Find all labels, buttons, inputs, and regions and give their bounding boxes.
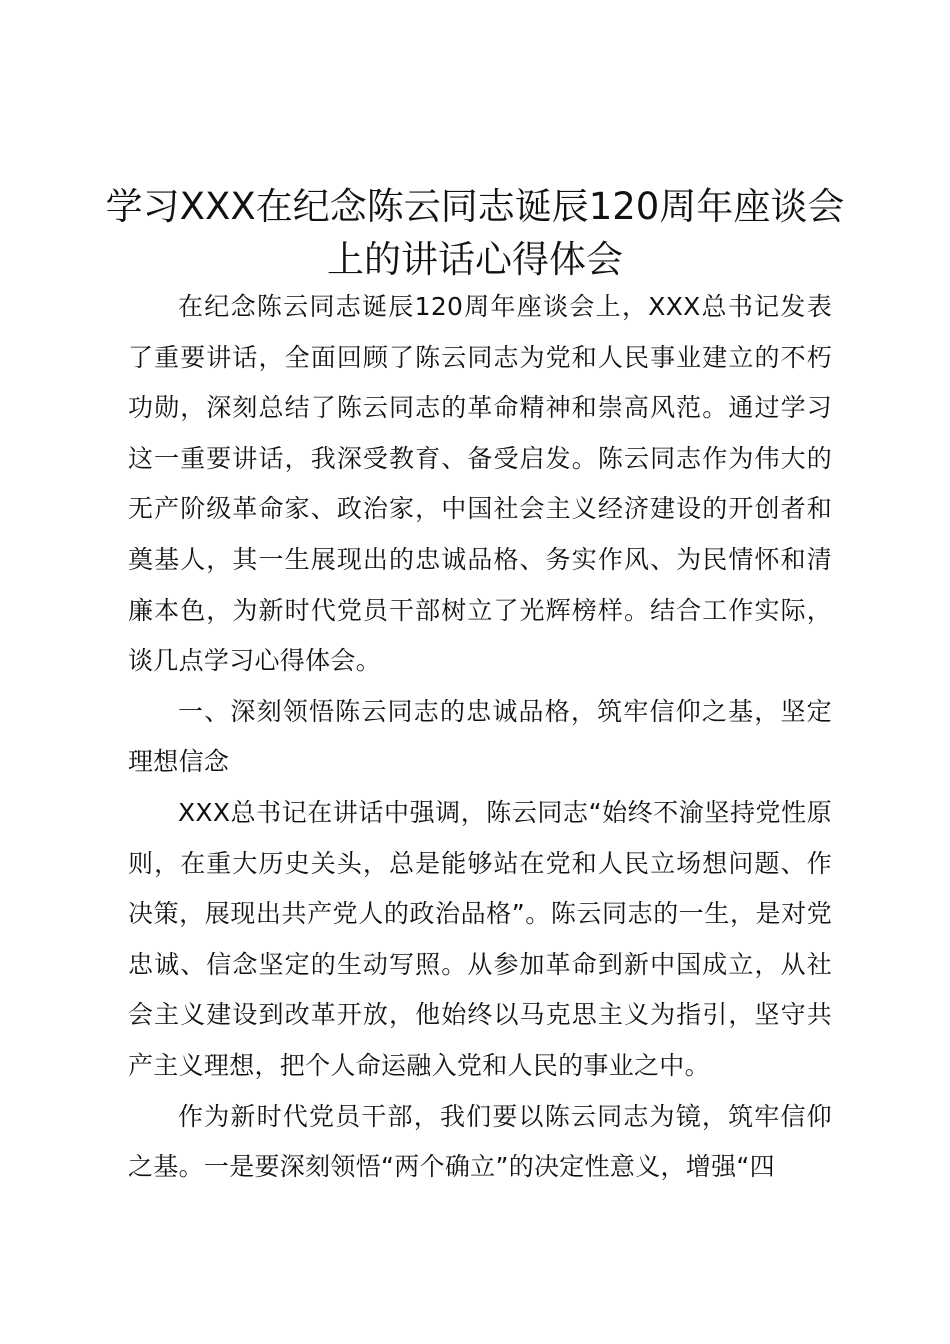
paragraph-intro: 在纪念陈云同志诞辰120周年座谈会上，XXX总书记发表了重要讲话，全面回顾了陈云同志为党和人民事业建立的不朽功勋，深刻总结了陈云同志的革命精神和崇高风范。通过学习这一重要讲话，我深受教育、备受启发。陈云同志作为伟大的无产阶级革命家、政治家，中国社会主义经济建设的开创者和奠基人，其一生展现出的忠诚品格、务实作风、为民情怀和清廉本色，为新时代党员干部树立了光辉榜样。结合工作实际，谈几点学习心得体会。 xyxy=(128,292,832,676)
paragraph-section-1-a: XXX总书记在讲话中强调，陈云同志“始终不渝坚持党性原则，在重大历史关头，总是能够站在党和人民立场想问题、作决策，展现出共产党人的政治品格”。陈云同志的一生，是对党忠诚、信念坚定的生动写照。从参加革命到新中国成立，从社会主义建设到改革开放，他始终以马克思主义为指引，坚守共产主义理想，把个人命运融入党和人民的事业之中。 xyxy=(128,797,832,1080)
section-heading-1: 一、深刻领悟陈云同志的忠诚品格，筑牢信仰之基，坚定理想信念 xyxy=(128,696,832,777)
paragraph-section-1-b: 作为新时代党员干部，我们要以陈云同志为镜，筑牢信仰之基。一是要深刻领悟“两个确立”的决定性意义，增强“四 xyxy=(128,1101,832,1182)
document-title: 学习XXX在纪念陈云同志诞辰120周年座谈会上的讲话心得体会 xyxy=(105,185,845,281)
document-body xyxy=(128,282,832,1193)
